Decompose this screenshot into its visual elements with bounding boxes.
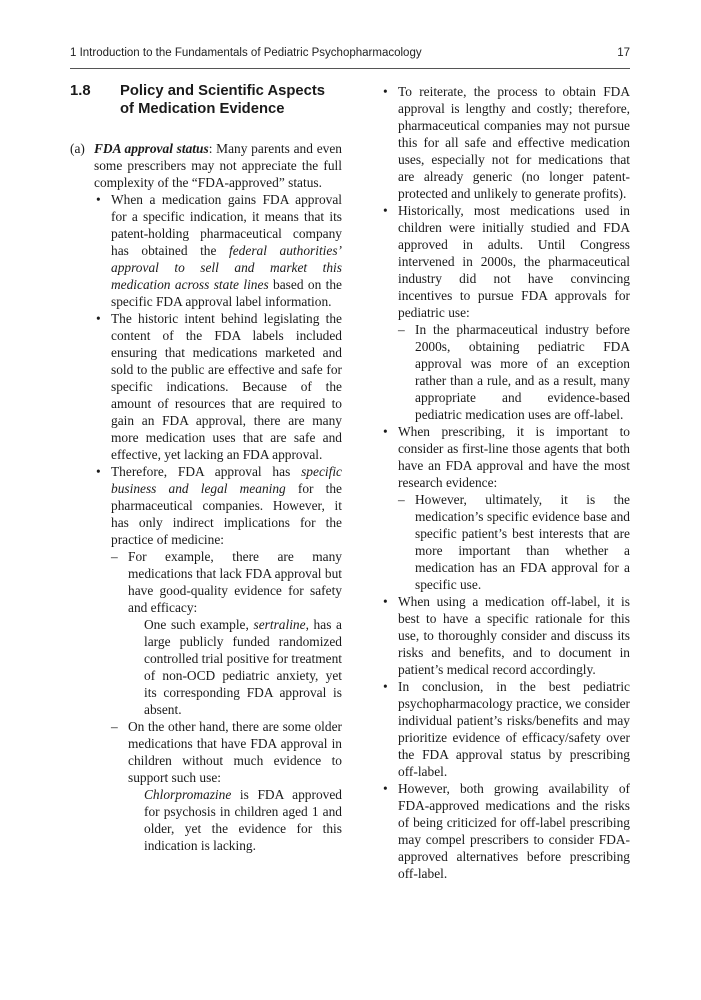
emphasis: specific business and legal meaning [111,464,342,496]
left-column [70,83,342,854]
dash-glyph: – [398,322,405,337]
dash-glyph: – [111,549,118,564]
bullet-fda-approval-meaning: • When a medication gains FDA approval for a specific indication, it means that its patent-holding pharmaceutical company has obtained the federal authorities’ approval to sell and market this medication across state lines based on the specific FDA approval label information. [94,191,342,310]
bullet-conclusion: • In conclusion, in the best pediatric psychopharmacology practice, we consider individual patient’s risks/benefits and may prioritize evidence of efficacy/safety over the FDA approval status by prescribing off-label. [381,678,630,780]
bullet-reiterate: • To reiterate, the process to obtain FDA approval is lengthy and costly; therefore, pharmaceutical companies may not pursue this for all safe and effective medication uses, especially not for medications that are already generic (no longer patent-protected and unlikely to generate profits). [381,83,630,202]
emphasis: sertraline [253,617,306,632]
section-number: 1.8 [70,83,91,99]
section-heading [70,83,342,118]
bullet-when-prescribing: • When prescribing, it is important to consider as first-line those agents that both have an FDA approval and have the most research evidence: [381,423,630,491]
bullet-business-meaning: • Therefore, FDA approval has specific business and legal meaning for the pharmaceutical companies. However, it has only indirect implications for the practice of medicine: [94,463,342,548]
example-sertraline: One such example, sertraline, has a large publicly funded randomized controlled trial positive for treatment of non-OCD pediatric anxiety, yet its corresponding FDA approval is absent. [144,617,342,717]
dash-item-older-medications: – On the other hand, there are some older medications that have FDA approval in children without much evidence to support such use: [111,719,342,785]
page-number: 17 [617,47,630,59]
bullet-off-label: • When using a medication off-label, it is best to have a specific rationale for this use, to thoroughly consider and discuss its risks and benefits, and to document in patient’s medical record accordingly. [381,593,630,678]
emphasis: federal authorities’ approval to sell and market this medication across state lines [111,243,342,292]
dash-item-lacking-approval: – For example, there are many medications that lack FDA approval but have good-quality evidence for safety and efficacy: [111,549,342,615]
dash-glyph: – [398,492,405,507]
item-a-term: FDA approval status [94,141,209,156]
right-column [381,83,630,882]
item-a-label: (a) [70,141,85,156]
bullet-historically: • Historically, most medications used in children were initially studied and FDA approved in adults. Until Congress intervened in 2000s, the pharmaceutical industry did not have convincing incentives to pursue FDA approvals for pediatric use: [381,202,630,321]
bullet-historic-intent: • The historic intent behind legislating the content of the FDA labels included ensuring that medications marketed and sold to the public are effective and safe for specific indications. Because of the amount of resources that are required to gain an FDA approval, there are many more medication uses that are safe and effective, yet lacking an FDA approval. [94,310,342,463]
item-a-text: : Many parents and even some prescribers may not appreciate the full complexity of the “FDA-approved” status. [94,141,342,190]
dash-item-before-2000s: – In the pharmaceutical industry before 2000s, obtaining pediatric FDA approval was more of an exception rather than a rule, and as a result, many appropriate and evidence-based pediatric medication uses are off-label. [398,322,630,422]
emphasis: Chlorpromazine [144,787,232,802]
dash-item-ultimately: – However, ultimately, it is the medication’s specific evidence base and specific patient’s best interests that are more important than whether a medication has an FDA approval for a specific use. [398,492,630,592]
section-title: Policy and Scientific Aspects of Medication Evidence [120,83,326,117]
header-rule [70,68,630,69]
example-chlorpromazine: Chlorpromazine is FDA approved for psychosis in children aged 1 and older, yet the evidence for this indication is lacking. [144,787,342,853]
item-a [70,140,342,191]
dash-glyph: – [111,719,118,734]
chapter-title: 1 Introduction to the Fundamentals of Pediatric Psychopharmacology [70,47,422,59]
bullet-growing-availability: • However, both growing availability of FDA-approved medications and the risks of being criticized for off-label prescribing may compel prescribers to consider FDA-approved alternatives before prescribing off-label. [381,780,630,882]
